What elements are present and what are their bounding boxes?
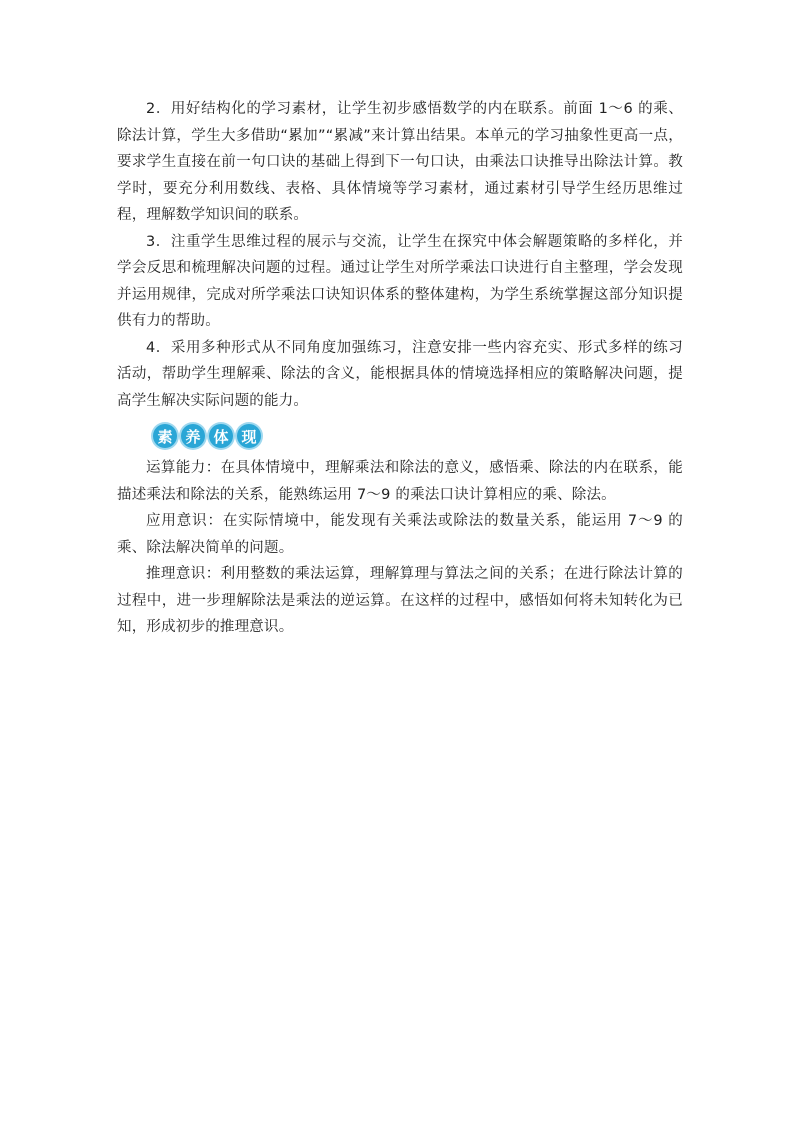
document-page (117, 96, 683, 641)
section-header-competency (153, 421, 683, 451)
paragraph-computation-ability: 运算能力：在具体情境中，理解乘法和除法的意义，感悟乘、除法的内在联系，能描述乘法和除法的关系，能熟练运用 7～9 的乘法口诀计算相应的乘、除法。 (117, 460, 683, 503)
paragraph-application-awareness: 应用意识：在实际情境中，能发现有关乘法或除法的数量关系，能运用 7～9 的乘、除法解决简单的问题。 (117, 513, 683, 556)
paragraph-structured-materials: 2．用好结构化的学习素材，让学生初步感悟数学的内在联系。前面 1～6 的乘、除法计算，学生大多借助“累加”“累减”来计算出结果。本单元的学习抽象性更高一点，要求学生直接在前一句口诀的基础上得到下一句口诀，由乘法口诀推导出除法计算。教学时，要充分利用数线、表格、具体情境等学习素材，通过素材引导学生经历思维过程，理解数学知识间的联系。 (117, 101, 683, 223)
section-header-char: 素 (153, 424, 177, 448)
section-header-char: 现 (237, 424, 261, 448)
paragraph-reasoning-awareness: 推理意识：利用整数的乘法运算，理解算理与算法之间的关系；在进行除法计算的过程中，进一步理解除法是乘法的逆运算。在这样的过程中，感悟如何将未知转化为已知，形成初步的推理意识。 (117, 566, 683, 635)
section-header-char: 养 (181, 424, 205, 448)
paragraph-practice-forms: 4．采用多种形式从不同角度加强练习，注意安排一些内容充实、形式多样的练习活动，帮助学生理解乘、除法的含义，能根据具体的情境选择相应的策略解决问题，提高学生解决实际问题的能力。 (117, 339, 683, 409)
paragraph-thinking-process: 3．注重学生思维过程的展示与交流，让学生在探究中体会解题策略的多样化，并学会反思和梳理解决问题的过程。通过让学生对所学乘法口诀进行自主整理，学会发现并运用规律，完成对所学乘法口诀知识体系的整体建构，为学生系统掌握这部分知识提供有力的帮助。 (117, 233, 683, 329)
section-header-char: 体 (209, 424, 233, 448)
